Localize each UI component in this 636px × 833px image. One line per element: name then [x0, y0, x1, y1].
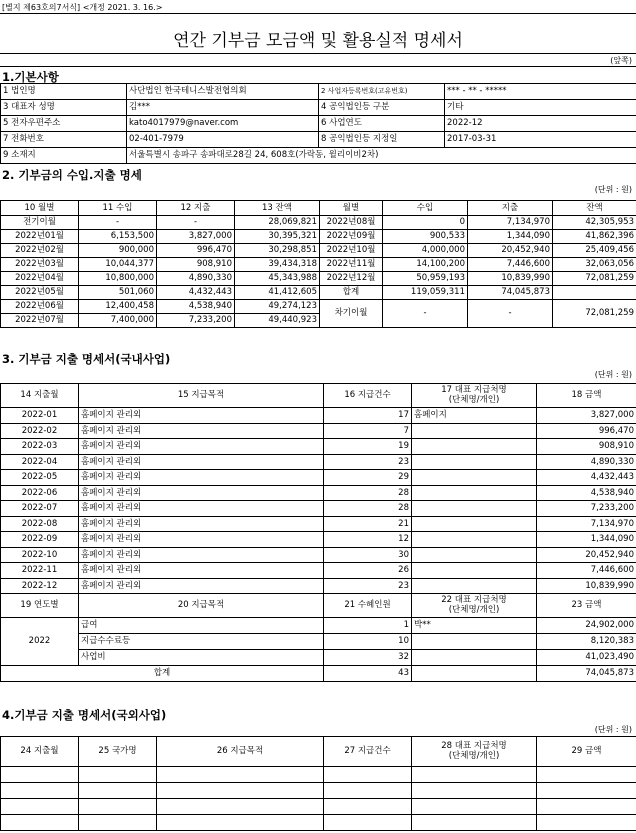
count-cell: 10	[324, 634, 412, 650]
payee-cell	[412, 516, 537, 532]
month-cell: 2022년10월	[320, 244, 383, 258]
income-expense-table	[0, 200, 636, 328]
count-cell: 30	[324, 547, 412, 563]
column-header: 28 대표 지급처명 (단체명/개인)	[412, 737, 537, 767]
purpose-cell: 홈페이지 관리외	[79, 454, 324, 470]
month-cell: 2022-09	[1, 532, 79, 548]
payee-cell	[412, 485, 537, 501]
count-cell: 28	[324, 501, 412, 517]
income-cell: 12,400,458	[79, 300, 157, 314]
data-row	[1, 258, 636, 272]
section4-unit: (단위 : 원)	[594, 725, 632, 734]
section3-heading: 3. 기부금 지출 명세서(국내사업)	[2, 352, 171, 366]
info-label: 5 전자우편주소	[1, 116, 127, 132]
amount-cell: 24,902,000	[537, 618, 636, 634]
income-cell: 501,060	[79, 286, 157, 300]
data-row	[1, 634, 636, 650]
empty-cell	[537, 799, 636, 815]
empty-cell	[412, 767, 537, 783]
purpose-cell: 홈페이지 관리외	[79, 485, 324, 501]
column-header: 11 수입	[79, 201, 157, 216]
info-row	[1, 132, 636, 148]
balance-cell: 39,434,318	[235, 258, 320, 272]
data-row	[1, 286, 636, 300]
column-header: 23 금액	[537, 594, 636, 618]
empty-cell	[324, 783, 412, 799]
month-cell: 2022-12	[1, 578, 79, 594]
income-cell: 119,059,311	[383, 286, 468, 300]
count-cell: 23	[324, 454, 412, 470]
expense-cell: 4,538,940	[157, 300, 235, 314]
month-cell: 전기이월	[1, 216, 79, 230]
balance-cell: 41,862,396	[553, 230, 636, 244]
column-header: 수입	[383, 201, 468, 216]
income-cell: 900,533	[383, 230, 468, 244]
income-cell: 10,044,377	[79, 258, 157, 272]
purpose-cell: 홈페이지 관리외	[79, 408, 324, 424]
empty-cell	[1, 799, 79, 815]
count-cell: 23	[324, 578, 412, 594]
column-header: 18 금액	[537, 384, 636, 408]
balance-cell: 45,343,988	[235, 272, 320, 286]
month-cell: 2022년02월	[1, 244, 79, 258]
balance-cell: 30,395,321	[235, 230, 320, 244]
carry-expense: -	[468, 300, 553, 328]
empty-cell	[412, 799, 537, 815]
section3-unit: (단위 : 원)	[594, 370, 632, 379]
purpose-cell: 홈페이지 관리외	[79, 501, 324, 517]
count-cell: 28	[324, 485, 412, 501]
info-value: 02-401-7979	[127, 132, 319, 148]
column-header: 14 지출월	[1, 384, 79, 408]
section4-heading: 4.기부금 지출 명세서(국외사업)	[2, 708, 167, 722]
balance-cell: 41,412,605	[235, 286, 320, 300]
info-value: *** - ** - *****	[445, 84, 636, 100]
column-header: 16 지급건수	[324, 384, 412, 408]
balance-cell	[553, 286, 636, 300]
month-cell: 2022-03	[1, 439, 79, 455]
month-cell: 2022-02	[1, 423, 79, 439]
expense-cell: 908,910	[157, 258, 235, 272]
count-cell: 1	[324, 618, 412, 634]
empty-cell	[79, 783, 157, 799]
info-value: 2022-12	[445, 116, 636, 132]
count-cell: 12	[324, 532, 412, 548]
payee-cell: 박**	[412, 618, 537, 634]
month-cell: 2022년11월	[320, 258, 383, 272]
income-cell: -	[79, 216, 157, 230]
purpose-cell: 홈페이지 관리외	[79, 423, 324, 439]
section2-heading: 2. 기부금의 수입.지출 명세	[2, 168, 142, 182]
carry-label: 차기이월	[320, 300, 383, 328]
year-cell: 2022	[1, 618, 79, 666]
info-value: 사단법인 한국테니스발전협의회	[127, 84, 319, 100]
month-cell: 2022-10	[1, 547, 79, 563]
income-cell: 14,100,200	[383, 258, 468, 272]
amount-cell: 3,827,000	[537, 408, 636, 424]
data-row	[1, 216, 636, 230]
form-header: [별지 제63호의7서식] <개정 2021. 3. 16.>	[2, 3, 163, 12]
month-cell: 2022년04월	[1, 272, 79, 286]
month-cell: 2022-06	[1, 485, 79, 501]
empty-cell	[324, 767, 412, 783]
column-header: 26 지급목적	[157, 737, 324, 767]
info-label: 7 전화번호	[1, 132, 127, 148]
domestic-expense-table	[0, 383, 636, 682]
header-row	[1, 737, 636, 767]
data-row	[1, 516, 636, 532]
info-label: 2 사업자등록번호(고유번호)	[319, 84, 445, 100]
month-cell: 2022년12월	[320, 272, 383, 286]
payee-cell: 홈페이지	[412, 408, 537, 424]
count-cell: 19	[324, 439, 412, 455]
expense-cell: 7,134,970	[468, 216, 553, 230]
page-note: (앞쪽)	[610, 56, 632, 65]
header-row	[1, 594, 636, 618]
empty-cell	[157, 815, 324, 831]
payee-cell	[412, 634, 537, 650]
payee-cell	[412, 547, 537, 563]
expense-cell: 4,890,330	[157, 272, 235, 286]
expense-cell: 20,452,940	[468, 244, 553, 258]
amount-cell: 1,344,090	[537, 532, 636, 548]
income-cell: 50,959,193	[383, 272, 468, 286]
data-row	[1, 408, 636, 424]
data-row	[1, 618, 636, 634]
column-header: 21 수혜인원	[324, 594, 412, 618]
empty-cell	[412, 783, 537, 799]
amount-cell: 7,134,970	[537, 516, 636, 532]
total-row	[1, 666, 636, 682]
data-row	[1, 439, 636, 455]
balance-cell: 49,440,923	[235, 314, 320, 328]
total-amount: 74,045,873	[537, 666, 636, 682]
payee-cell	[412, 439, 537, 455]
income-cell: 4,000,000	[383, 244, 468, 258]
month-cell: 2022년01월	[1, 230, 79, 244]
info-label: 4 공익법인등 구분	[319, 100, 445, 116]
payee-cell	[412, 650, 537, 666]
info-value: 김***	[127, 100, 319, 116]
balance-cell: 28,069,821	[235, 216, 320, 230]
empty-cell	[79, 815, 157, 831]
income-cell: 0	[383, 216, 468, 230]
month-cell: 2022년03월	[1, 258, 79, 272]
data-row	[1, 563, 636, 579]
data-row	[1, 547, 636, 563]
empty-cell	[537, 815, 636, 831]
expense-cell: 74,045,873	[468, 286, 553, 300]
balance-cell: 72,081,259	[553, 272, 636, 286]
column-header: 20 지급목적	[79, 594, 324, 618]
data-row	[1, 485, 636, 501]
balance-cell: 42,305,953	[553, 216, 636, 230]
info-label: 9 소재지	[1, 148, 127, 164]
month-cell: 2022년05월	[1, 286, 79, 300]
page-title: 연간 기부금 모금액 및 활용실적 명세서	[173, 31, 463, 51]
expense-cell: 3,827,000	[157, 230, 235, 244]
address-value: 서울특별시 송파구 송파대로28길 24, 608호(가락동, 윌리이비2차)	[127, 148, 636, 164]
info-value: kato4017979@naver.com	[127, 116, 319, 132]
total-label: 합계	[1, 666, 324, 682]
column-header: 지출	[468, 201, 553, 216]
expense-cell: 996,470	[157, 244, 235, 258]
count-cell: 17	[324, 408, 412, 424]
data-row	[1, 272, 636, 286]
income-cell: 900,000	[79, 244, 157, 258]
purpose-cell: 홈페이지 관리외	[79, 563, 324, 579]
payee-cell	[412, 470, 537, 486]
purpose-cell: 홈페이지 관리외	[79, 439, 324, 455]
payee-cell	[412, 563, 537, 579]
count-cell: 7	[324, 423, 412, 439]
column-header: 29 금액	[537, 737, 636, 767]
column-header: 19 연도별	[1, 594, 79, 618]
count-cell: 26	[324, 563, 412, 579]
overseas-expense-table	[0, 736, 636, 831]
balance-cell: 30,298,851	[235, 244, 320, 258]
empty-cell	[412, 815, 537, 831]
empty-cell	[537, 783, 636, 799]
header-row	[1, 384, 636, 408]
empty-cell	[324, 799, 412, 815]
basic-info-table	[0, 83, 636, 164]
column-header: 잔액	[553, 201, 636, 216]
month-cell: 2022-04	[1, 454, 79, 470]
info-value: 2017-03-31	[445, 132, 636, 148]
purpose-cell: 홈페이지 관리외	[79, 470, 324, 486]
balance-cell: 32,063,056	[553, 258, 636, 272]
month-cell: 2022-11	[1, 563, 79, 579]
empty-cell	[1, 783, 79, 799]
expense-cell: 7,233,200	[157, 314, 235, 328]
purpose-cell: 홈페이지 관리외	[79, 578, 324, 594]
purpose-cell: 사업비	[79, 650, 324, 666]
column-header: 25 국가명	[79, 737, 157, 767]
info-value: 기타	[445, 100, 636, 116]
data-row	[1, 470, 636, 486]
section1-heading: 1.기본사항	[2, 70, 59, 84]
purpose-cell: 홈페이지 관리외	[79, 516, 324, 532]
info-label: 6 사업연도	[319, 116, 445, 132]
info-row	[1, 100, 636, 116]
amount-cell: 20,452,940	[537, 547, 636, 563]
amount-cell: 41,023,490	[537, 650, 636, 666]
header-row	[1, 201, 636, 216]
expense-cell: -	[157, 216, 235, 230]
month-cell: 2022년06월	[1, 300, 79, 314]
empty-cell	[324, 815, 412, 831]
amount-cell: 4,432,443	[537, 470, 636, 486]
carry-balance: 72,081,259	[553, 300, 636, 328]
payee-cell	[412, 454, 537, 470]
payee-cell	[412, 423, 537, 439]
month-cell: 2022-05	[1, 470, 79, 486]
column-header: 15 지급목적	[79, 384, 324, 408]
empty-cell	[79, 767, 157, 783]
month-cell: 2022년07월	[1, 314, 79, 328]
data-row	[1, 501, 636, 517]
empty-row	[1, 767, 636, 783]
empty-cell	[157, 767, 324, 783]
payee-cell	[412, 532, 537, 548]
empty-row	[1, 799, 636, 815]
expense-cell: 4,432,443	[157, 286, 235, 300]
count-cell: 21	[324, 516, 412, 532]
balance-cell: 25,409,456	[553, 244, 636, 258]
income-cell: 10,800,000	[79, 272, 157, 286]
balance-cell: 49,274,123	[235, 300, 320, 314]
purpose-cell: 홈페이지 관리외	[79, 547, 324, 563]
month-cell: 2022년08월	[320, 216, 383, 230]
column-header: 월별	[320, 201, 383, 216]
month-cell: 2022-08	[1, 516, 79, 532]
total-empty	[412, 666, 537, 682]
count-cell: 29	[324, 470, 412, 486]
column-header: 13 잔액	[235, 201, 320, 216]
column-header: 22 대표 지급처명 (단체명/개인)	[412, 594, 537, 618]
data-row	[1, 578, 636, 594]
payee-cell	[412, 501, 537, 517]
column-header: 27 지급건수	[324, 737, 412, 767]
expense-cell: 10,839,990	[468, 272, 553, 286]
data-row	[1, 300, 636, 314]
month-cell: 2022-07	[1, 501, 79, 517]
column-header: 24 지출월	[1, 737, 79, 767]
info-row	[1, 116, 636, 132]
month-cell: 합계	[320, 286, 383, 300]
amount-cell: 4,538,940	[537, 485, 636, 501]
empty-cell	[1, 767, 79, 783]
data-row	[1, 650, 636, 666]
info-label: 1 법인명	[1, 84, 127, 100]
carry-income: -	[383, 300, 468, 328]
info-label: 3 대표자 성명	[1, 100, 127, 116]
info-row	[1, 148, 636, 164]
info-row	[1, 84, 636, 100]
empty-cell	[1, 815, 79, 831]
month-cell: 2022-01	[1, 408, 79, 424]
amount-cell: 4,890,330	[537, 454, 636, 470]
purpose-cell: 급여	[79, 618, 324, 634]
info-label: 8 공익법인등 지정일	[319, 132, 445, 148]
purpose-cell: 지급수수료등	[79, 634, 324, 650]
income-cell: 6,153,500	[79, 230, 157, 244]
total-count: 43	[324, 666, 412, 682]
data-row	[1, 230, 636, 244]
count-cell: 32	[324, 650, 412, 666]
empty-cell	[157, 783, 324, 799]
section2-unit: (단위 : 원)	[594, 185, 632, 194]
column-header: 10 월별	[1, 201, 79, 216]
income-cell: 7,400,000	[79, 314, 157, 328]
amount-cell: 996,470	[537, 423, 636, 439]
amount-cell: 908,910	[537, 439, 636, 455]
amount-cell: 10,839,990	[537, 578, 636, 594]
empty-cell	[157, 799, 324, 815]
data-row	[1, 454, 636, 470]
empty-row	[1, 815, 636, 831]
expense-cell: 7,446,600	[468, 258, 553, 272]
amount-cell: 8,120,383	[537, 634, 636, 650]
data-row	[1, 423, 636, 439]
empty-row	[1, 783, 636, 799]
expense-cell: 1,344,090	[468, 230, 553, 244]
amount-cell: 7,446,600	[537, 563, 636, 579]
data-row	[1, 532, 636, 548]
data-row	[1, 244, 636, 258]
empty-cell	[79, 799, 157, 815]
amount-cell: 7,233,200	[537, 501, 636, 517]
payee-cell	[412, 578, 537, 594]
column-header: 17 대표 지급처명 (단체명/개인)	[412, 384, 537, 408]
empty-cell	[537, 767, 636, 783]
purpose-cell: 홈페이지 관리외	[79, 532, 324, 548]
column-header: 12 지출	[157, 201, 235, 216]
month-cell: 2022년09월	[320, 230, 383, 244]
